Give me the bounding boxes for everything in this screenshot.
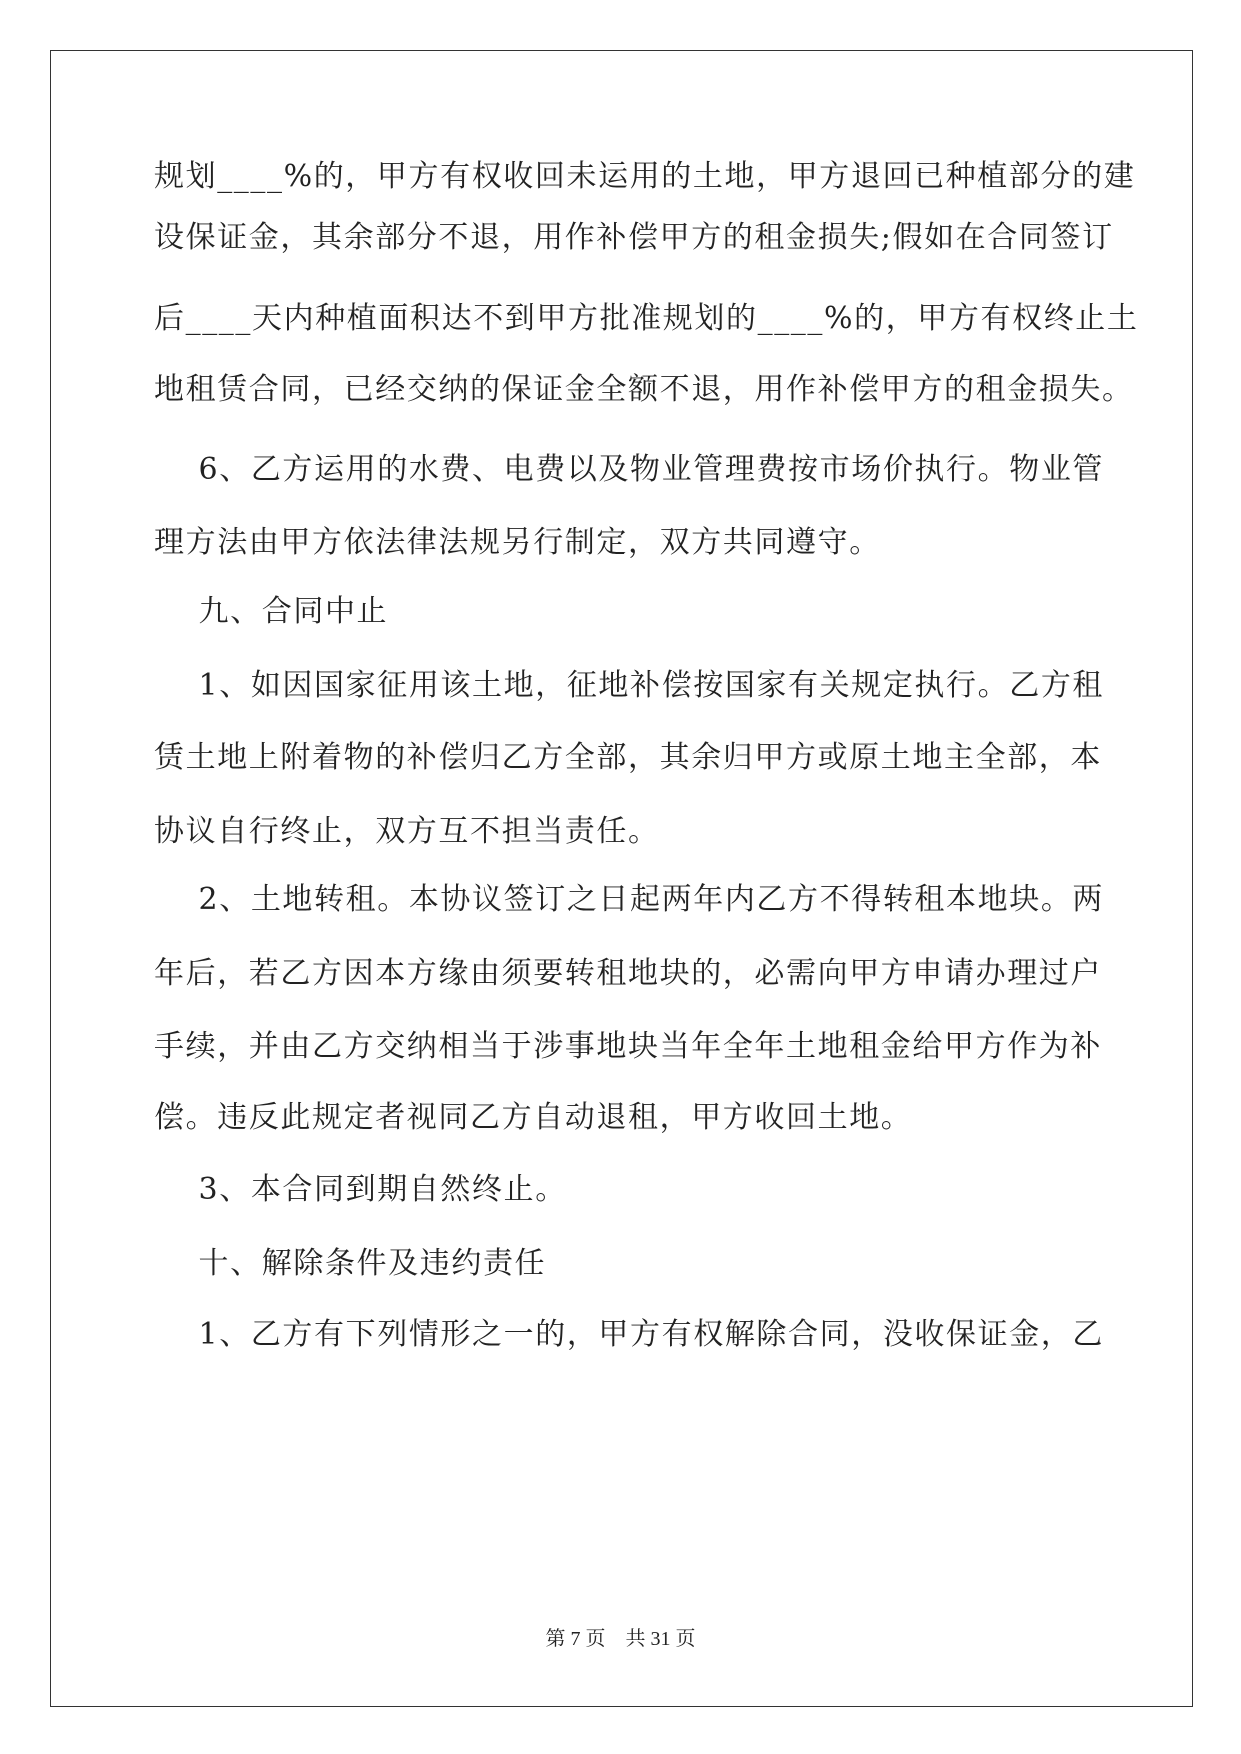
- text-line: 1、如因国家征用该土地，征地补偿按国家有关规定执行。乙方租: [154, 668, 1105, 703]
- text-line: 年后，若乙方因本方缘由须要转租地块的，必需向甲方申请办理过户: [154, 956, 1102, 991]
- text-line: 理方法由甲方依法律法规另行制定，双方共同遵守。: [154, 525, 881, 560]
- text-line: 赁土地上附着物的补偿归乙方全部，其余归甲方或原土地主全部，本: [154, 740, 1102, 775]
- text-line: 偿。违反此规定者视同乙方自动退租，甲方收回土地。: [154, 1100, 913, 1135]
- text-line: 协议自行终止，双方互不担当责任。: [154, 814, 660, 849]
- text-line: 地租赁合同，已经交纳的保证金全额不退，用作补偿甲方的租金损失。: [154, 372, 1134, 407]
- section-heading: 十、解除条件及违约责任: [154, 1246, 547, 1281]
- text-line: 2、土地转租。本协议签订之日起两年内乙方不得转租本地块。两: [154, 882, 1105, 917]
- text-line: 规划____%的，甲方有权收回未运用的土地，甲方退回已种植部分的建: [154, 159, 1136, 194]
- page-footer: 第 7 页 共 31 页: [545, 1628, 696, 1650]
- text-line: 手续，并由乙方交纳相当于涉事地块当年全年土地租金给甲方作为补: [154, 1029, 1102, 1064]
- text-line: 后____天内种植面积达不到甲方批准规划的____%的，甲方有权终止土: [154, 301, 1139, 336]
- text-line: 设保证金，其余部分不退，用作补偿甲方的租金损失;假如在合同签订: [154, 220, 1114, 255]
- text-line: 1、乙方有下列情形之一的，甲方有权解除合同，没收保证金，乙: [154, 1317, 1105, 1352]
- text-line: 3、本合同到期自然终止。: [154, 1172, 567, 1207]
- text-line: 6、乙方运用的水费、电费以及物业管理费按市场价执行。物业管: [154, 452, 1105, 487]
- section-heading: 九、合同中止: [154, 594, 389, 629]
